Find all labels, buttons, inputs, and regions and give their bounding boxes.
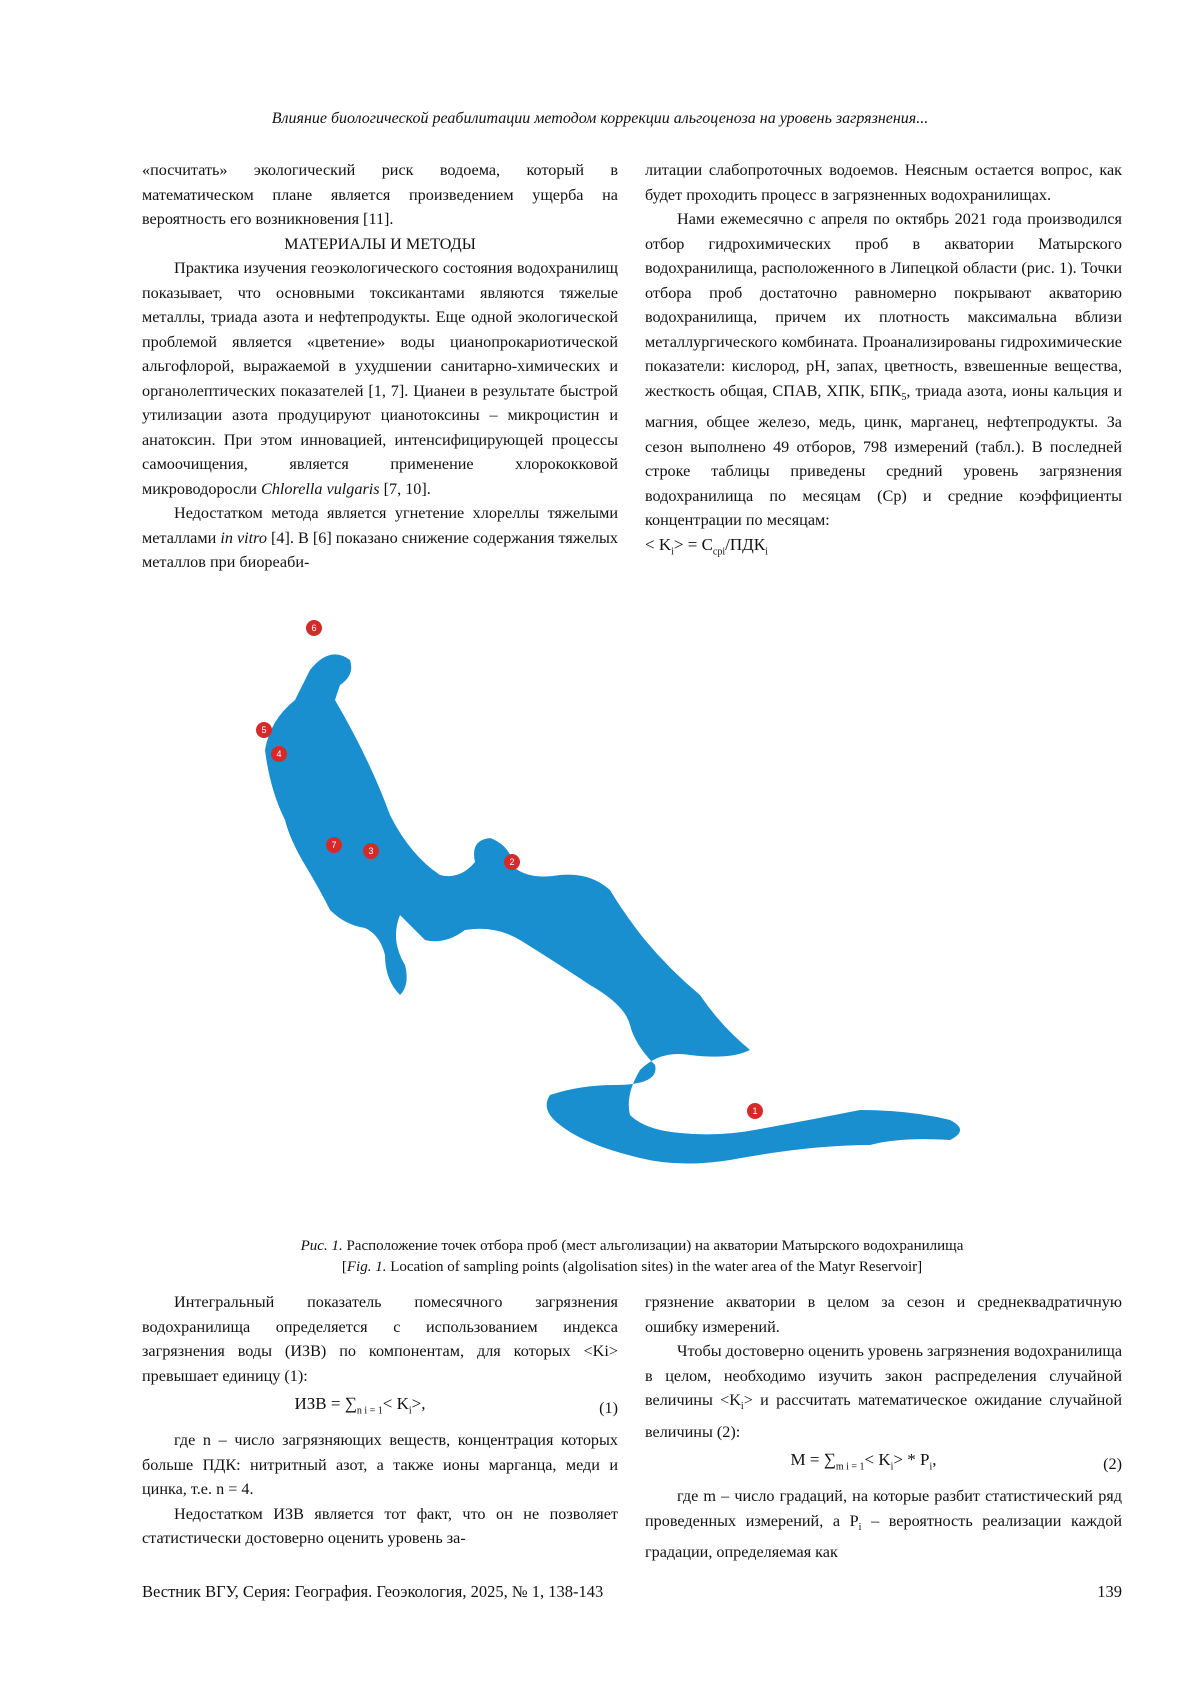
- reservoir-map: [250, 640, 1010, 1220]
- paragraph: Чтобы достоверно оценить уровень загрязнения водохранилища в целом, необходимо изучить закон распределения случайной величины <Ki> и рассчитать математическое ожидание случайной величины (2):: [645, 1339, 1122, 1444]
- water-area: [265, 654, 960, 1163]
- equation-1: ИЗВ = ∑n i = 1< Ki>, (1): [142, 1388, 618, 1428]
- paragraph: Практика изучения геоэкологического состояния водохранилищ показывает, что основными токсикантами являются тяжелые металлы, триада азота и нефтепродукты. Еще одной экологической проблемой является «цветение» воды цианопрокариотической альгофлорой, выражаемой в ухудшении санитарно-химических и органолептических показателей [1, 7]. Цианеи в результате быстрой утилизации азота продуцируют цианотоксины – микроцистин и анатоксин. При этом инновацией, интенсифицирующей процессы самоочищения, является применение хлорококковой микроводоросли Chlorella vulgaris [7, 10].: [142, 256, 618, 501]
- page-footer: [142, 1582, 1122, 1602]
- paragraph: грязнение акватории в целом за сезон и среднеквадратичную ошибку измерений.: [645, 1290, 1122, 1339]
- running-header: Влияние биологической реабилитации методом коррекции альгоценоза на уровень загрязнения...: [0, 110, 1200, 128]
- equation-number: (2): [1082, 1452, 1122, 1477]
- paragraph: где m – число градаций, на которые разбит статистический ряд проведенных измерений, а Pi – вероятность реализации каждой градации, определяемая как: [645, 1484, 1122, 1565]
- sampling-point-3-label: 3: [368, 846, 373, 856]
- equation-number: (1): [578, 1396, 618, 1421]
- sampling-point-1-label: 1: [752, 1106, 757, 1116]
- paragraph: литации слабопроточных водоемов. Неясным остается вопрос, как будет проходить процесс в загрязненных водохранилищах.: [645, 158, 1122, 207]
- sampling-point-5-label: 5: [261, 725, 266, 735]
- left-column-top: [142, 158, 618, 575]
- page-number: 139: [1097, 1582, 1122, 1602]
- sampling-point-2-label: 2: [509, 857, 514, 867]
- sampling-point-7-label: 7: [331, 840, 336, 850]
- reservoir-map-svg: [250, 640, 1010, 1220]
- journal-citation: Вестник ВГУ, Серия: География. Геоэкология, 2025, № 1, 138-143: [142, 1582, 603, 1602]
- right-column-top: [645, 158, 1122, 565]
- paragraph: «посчитать» экологический риск водоема, который в математическом плане является произведением ущерба на вероятность его возникновения [11].: [142, 158, 618, 232]
- paragraph: Недостатком ИЗВ является тот факт, что он не позволяет статистически достоверно оценить уровень за-: [142, 1502, 618, 1551]
- equation-2: M = ∑m i = 1< Ki> * Pi, (2): [645, 1444, 1122, 1484]
- paragraph: где n – число загрязняющих веществ, концентрация которых больше ПДК: нитритный азот, а также ионы марганца, меди и цинка, т.е. n = 4.: [142, 1428, 618, 1502]
- caption-en: [Fig. 1. Location of sampling points (algolisation sites) in the water area of the Matyr Reservoir]: [142, 1257, 1122, 1278]
- concentration-formula: < Ki> = Cсрi/ПДКi: [645, 533, 1122, 565]
- sampling-point-4-label: 4: [276, 749, 281, 759]
- paragraph: Интегральный показатель помесячного загрязнения водохранилища определяется с использованием индекса загрязнения воды (ИЗВ) по компонентам, для которых <Ki> превышает единицу (1):: [142, 1290, 618, 1388]
- species-name: Chlorella vulgaris: [261, 480, 380, 498]
- paragraph: Нами ежемесячно с апреля по октябрь 2021 года производился отбор гидрохимических проб в акватории Матырского водохранилища, расположенного в Липецкой области (рис. 1). Точки отбора проб достаточно равномерно покрывают акваторию водохранилища, причем их плотность максимальна вблизи металлургического комбината. Проанализированы гидрохимические показатели: кислород, pH, запах, цветность, взвешенные вещества, жесткость общая, СПАВ, ХПК, БПК5, триада азота, ионы кальция и магния, общее железо, медь, цинк, марганец, нефтепродукты. За сезон выполнено 49 отборов, 798 измерений (табл.). В последней строке таблицы приведены средний уровень загрязнения водохранилища по месяцам (Ср) и средние коэффициенты концентрации по месяцам:: [645, 207, 1122, 533]
- section-heading: МАТЕРИАЛЫ И МЕТОДЫ: [142, 232, 618, 257]
- figure-caption: [142, 1236, 1122, 1278]
- left-column-bottom: [142, 1290, 618, 1551]
- paragraph: Недостатком метода является угнетение хлореллы тяжелыми металлами in vitro [4]. В [6] показано снижение содержания тяжелых металлов при биореаби-: [142, 501, 618, 575]
- right-column-bottom: [645, 1290, 1122, 1565]
- sampling-point-6-label: 6: [311, 623, 316, 633]
- caption-ru: Рис. 1. Расположение точек отбора проб (мест альголизации) на акватории Матырского водохранилища: [142, 1236, 1122, 1257]
